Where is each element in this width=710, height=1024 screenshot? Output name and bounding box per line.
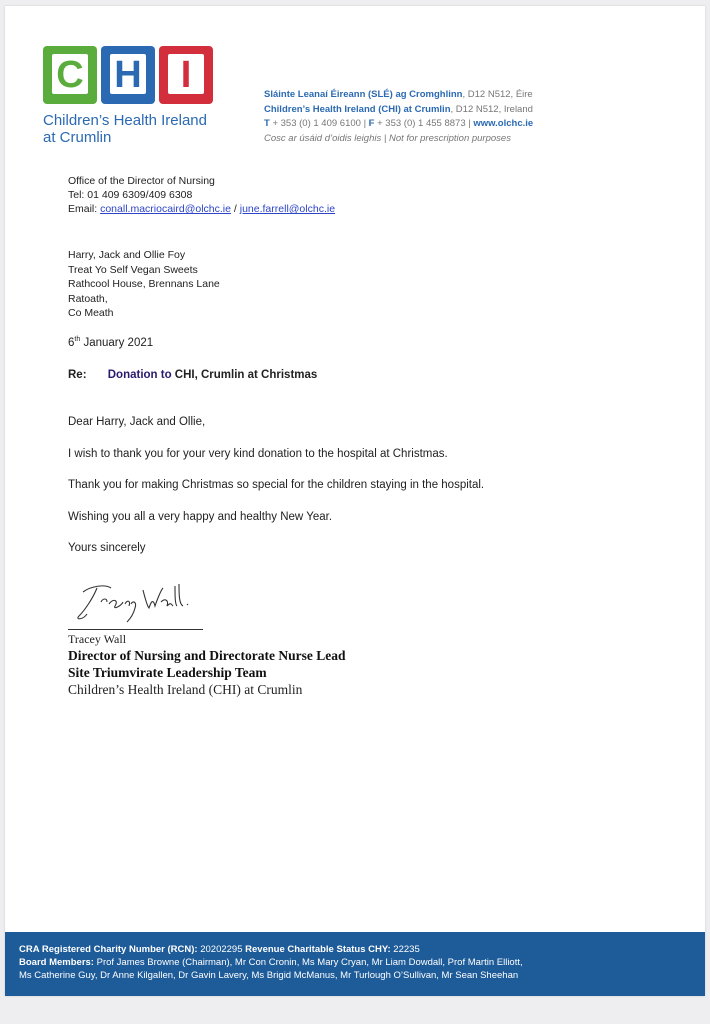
address-irish-rest: , D12 N512, Éire <box>462 89 533 100</box>
board-label: Board Members: <box>19 957 94 968</box>
signatory-title-2: Site Triumvirate Leadership Team <box>68 665 267 680</box>
paragraph-1: I wish to thank you for your very kind donation to the hospital at Christmas. <box>68 448 448 460</box>
address-irish-bold: Sláinte Leanaí Éireann (SLÉ) ag Cromghlinn <box>264 89 463 100</box>
rcn-value: 20202295 <box>197 944 246 955</box>
email-link-2[interactable]: june.farrell@olchc.ie <box>239 203 336 215</box>
signatory-organisation: Children’s Health Ireland (CHI) at Crumlin <box>68 682 303 697</box>
paragraph-3: Wishing you all a very happy and healthy New Year. <box>68 511 333 523</box>
recipient-line: Rathcool House, Brennans Lane <box>68 278 220 290</box>
fax-label: F <box>368 118 375 129</box>
phone-label: T <box>264 118 270 129</box>
email-separator: / <box>230 203 240 215</box>
signature-line <box>68 629 203 630</box>
recipient-address <box>68 248 468 321</box>
h-block <box>101 46 155 104</box>
h-letter: H <box>110 54 146 94</box>
address-english-bold: Children’s Health Ireland (CHI) at Crumlin <box>264 103 451 115</box>
recipient-line: Treat Yo Self Vegan Sweets <box>68 263 198 276</box>
brand-name: Children’s Health Ireland <box>43 112 207 129</box>
address-english-rest: , D12 N512, Ireland <box>450 103 533 115</box>
letter-date: 6th January 2021 <box>68 336 154 349</box>
prescription-disclaimer: Cosc ar úsáid d’oidis leighis | Not for prescription purposes <box>264 132 511 144</box>
header-address <box>264 88 694 146</box>
fax-value: + 353 (0) 1 455 8873 | <box>374 118 474 129</box>
email-label: Email: <box>68 203 101 215</box>
recipient-line: Ratoath, <box>68 292 108 305</box>
rcn-label: CRA Registered Charity Number (RCN): <box>19 944 198 955</box>
board-line-2: Ms Catherine Guy, Dr Anne Kilgallen, Dr Gavin Lavery, Ms Brigid McManus, Mr Turlough O’Sullivan, Mr Sean Sheehan <box>19 970 519 981</box>
chy-label: Revenue Charitable Status CHY: <box>245 944 391 955</box>
email-link-1[interactable]: conall.macriocaird@olchc.ie <box>100 203 231 215</box>
subject-part1: Donation to <box>107 369 172 381</box>
salutation: Dear Harry, Jack and Ollie, <box>68 416 206 428</box>
c-letter: C <box>52 54 88 94</box>
board-line-1: Prof James Browne (Chairman), Mr Con Cronin, Ms Mary Cryan, Mr Liam Dowdall, Prof Martin Elliott, <box>93 957 523 968</box>
brand-location: at Crumlin <box>43 129 112 146</box>
i-letter: I <box>168 54 204 94</box>
chy-value: 22235 <box>390 944 420 955</box>
signatory-name: Tracey Wall <box>68 632 127 646</box>
phone-value: + 353 (0) 1 409 6100 | <box>269 118 369 129</box>
recipient-line: Harry, Jack and Ollie Foy <box>68 249 186 261</box>
signatory-title-1: Director of Nursing and Directorate Nurse Lead <box>68 648 346 663</box>
paragraph-2: Thank you for making Christmas so special for the children staying in the hospital. <box>68 479 485 491</box>
chi-logo <box>43 44 223 144</box>
c-block <box>43 46 97 104</box>
office-tel: Tel: 01 409 6309/409 6308 <box>68 189 193 201</box>
recipient-line: Co Meath <box>68 307 114 319</box>
footer-bar <box>5 932 705 996</box>
office-block <box>68 174 568 216</box>
i-block <box>159 46 213 104</box>
handwritten-signature <box>71 576 201 626</box>
subject-part2: CHI, Crumlin at Christmas <box>171 369 318 381</box>
closing: Yours sincerely <box>68 542 146 554</box>
letter-page <box>5 6 705 996</box>
office-title: Office of the Director of Nursing <box>68 175 215 187</box>
website-link[interactable]: www.olchc.ie <box>473 118 534 129</box>
subject-label: Re: <box>68 369 87 381</box>
subject-line <box>68 369 317 381</box>
